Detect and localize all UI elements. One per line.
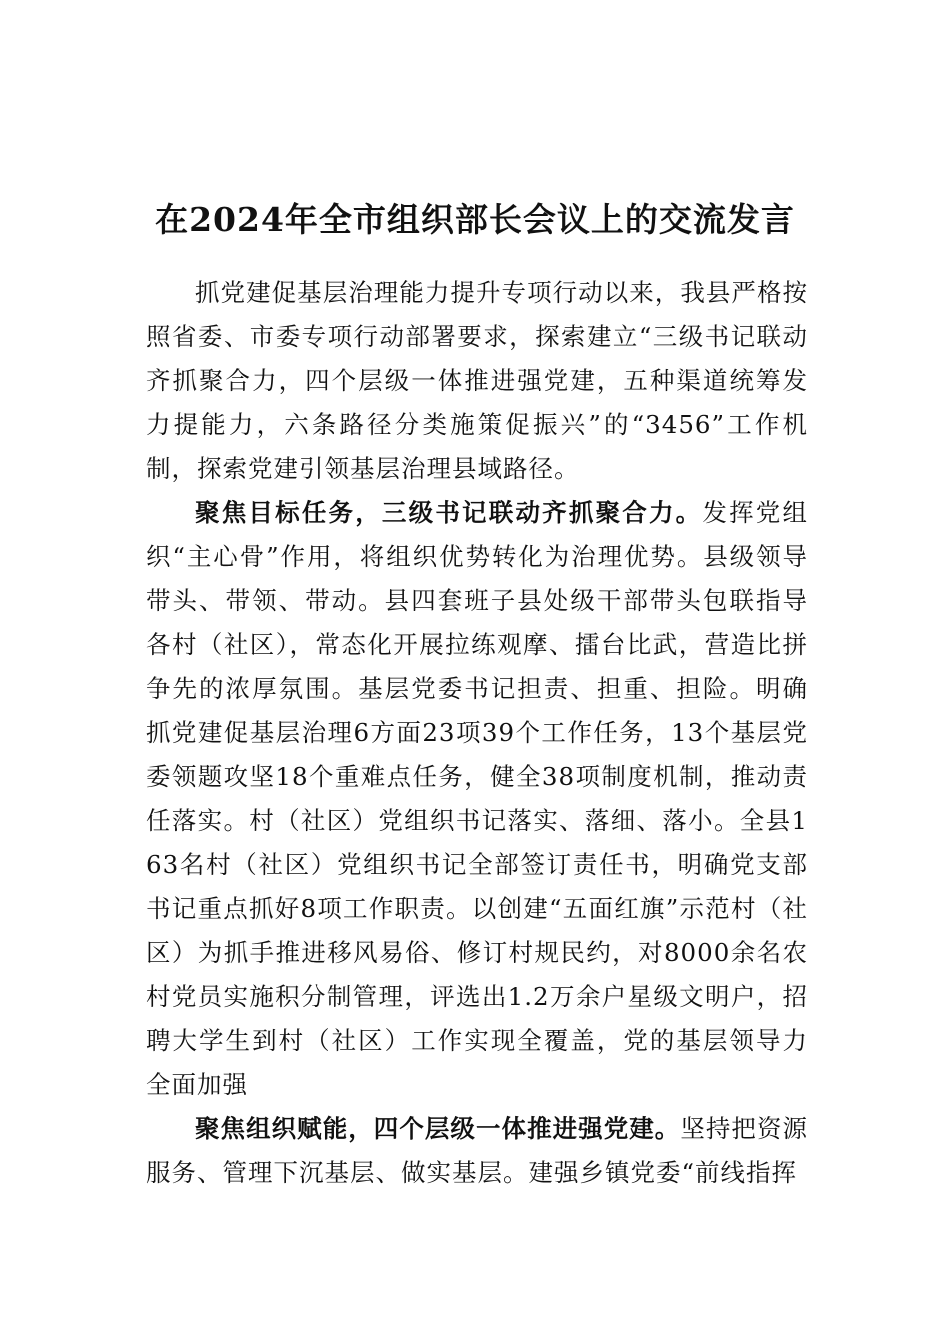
paragraph-intro xyxy=(146,271,808,491)
section-heading: 聚焦组织赋能，四个层级一体推进强党建。 xyxy=(195,1114,681,1143)
document-body xyxy=(146,271,808,1195)
page-title: 在2024年全市组织部长会议上的交流发言 xyxy=(155,200,795,240)
paragraph-text: 坚持把资源服务、管理下沉基层、做实基层。建强乡镇党委“前线指挥 xyxy=(146,1114,809,1187)
section-heading: 聚焦目标任务，三级书记联动齐抓聚合力。 xyxy=(195,498,703,527)
paragraph-section-2 xyxy=(146,1107,808,1195)
paragraph-section-1 xyxy=(146,491,808,1107)
paragraph-text: 抓党建促基层治理能力提升专项行动以来，我县严格按照省委、市委专项行动部署要求，探索建立“三级书记联动齐抓聚合力，四个层级一体推进强党建，五种渠道统筹发力提能力，六条路径分类施策促振兴”的“3456”工作机制，探索党建引领基层治理县域路径。 xyxy=(146,278,808,483)
paragraph-text: 发挥党组织“主心骨”作用，将组织优势转化为治理优势。县级领导带头、带领、带动。县四套班子县处级干部带头包联指导各村（社区），常态化开展拉练观摩、擂台比武，营造比拼争先的浓厚氛围。基层党委书记担责、担重、担险。明确抓党建促基层治理6方面23项39个工作任务，13个基层党委领题攻坚18个重难点任务，健全38项制度机制，推动责任落实。村（社区）党组织书记落实、落细、落小。全县163名村（社区）党组织书记全部签订责任书，明确党支部书记重点抓好8项工作职责。以创建“五面红旗”示范村（社区）为抓手推进移风易俗、修订村规民约，对8000余名农村党员实施积分制管理，评选出1.2万余户星级文明户，招聘大学生到村（社区）工作实现全覆盖，党的基层领导力全面加强 xyxy=(146,498,809,1099)
